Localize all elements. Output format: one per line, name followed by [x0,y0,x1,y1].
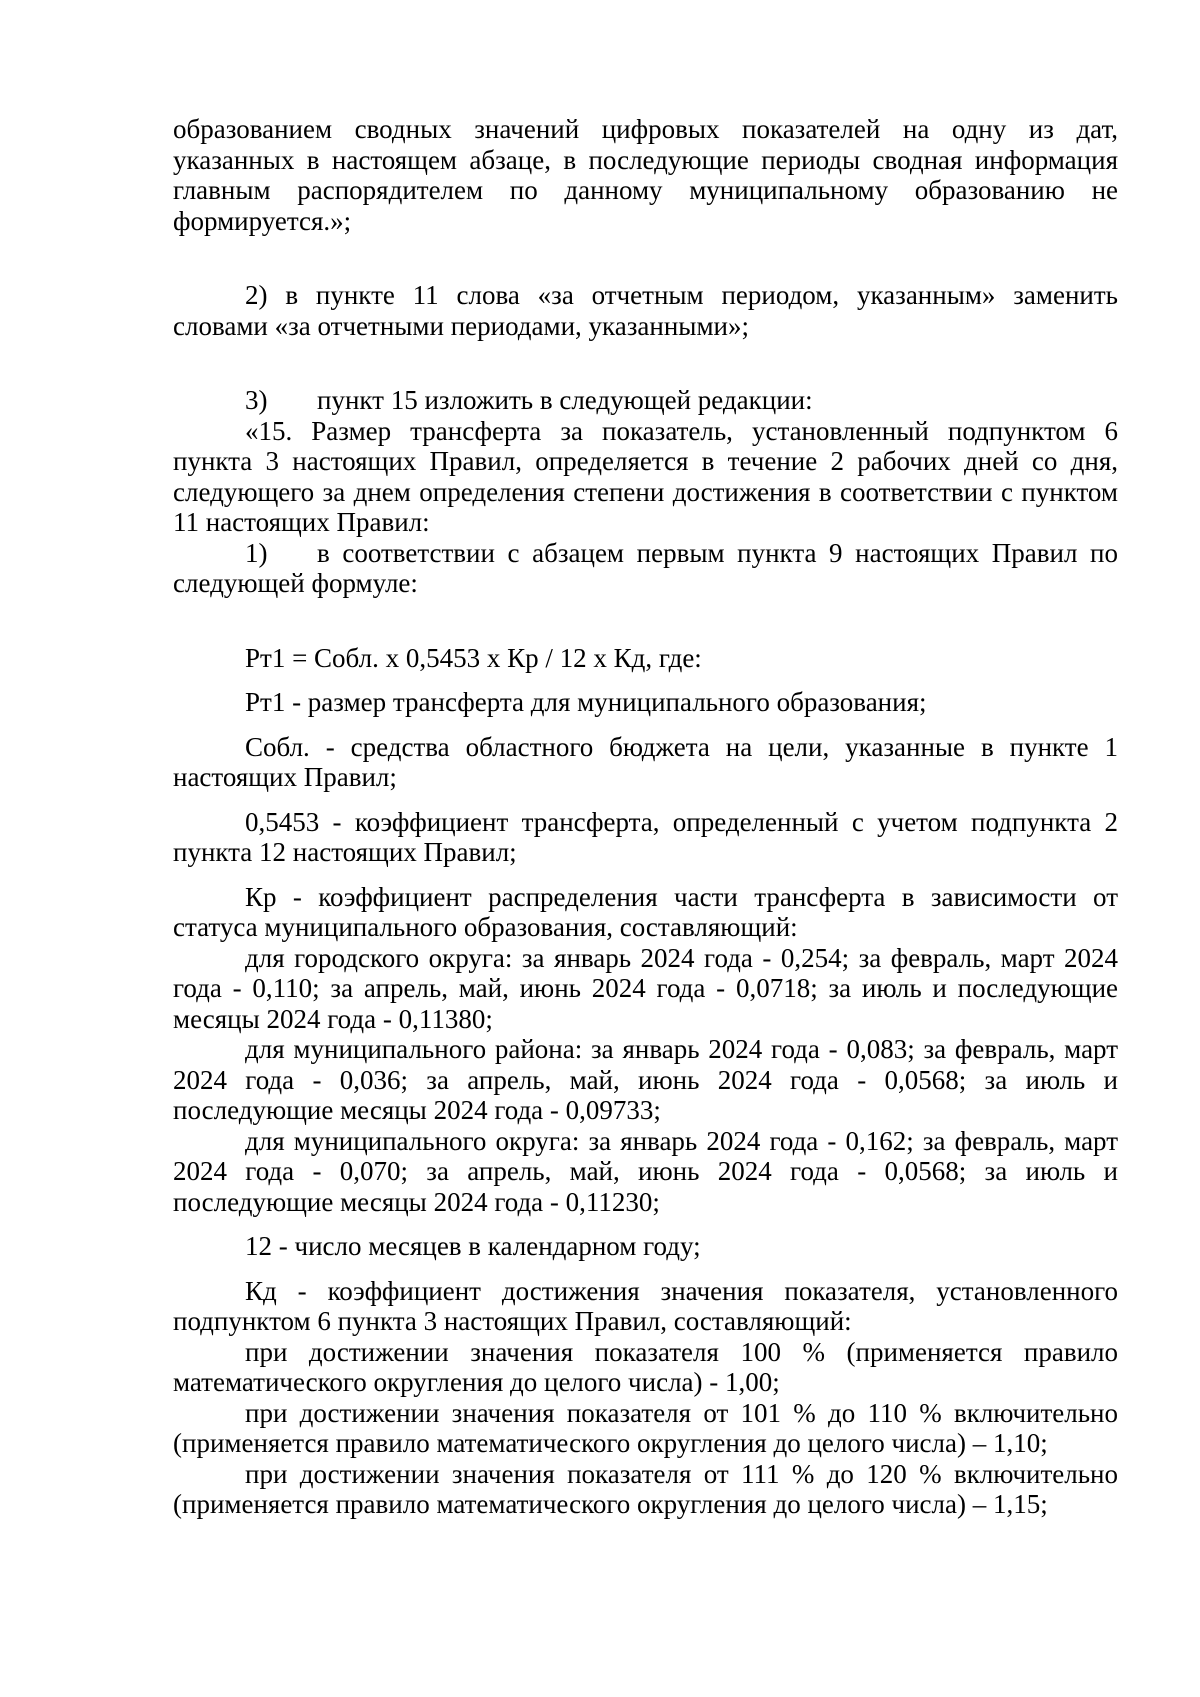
paragraph-item-2: 2) в пункте 11 слова «за отчетным периодом, указанным» заменить словами «за отчетными периодами, указанными»; [173,280,1118,341]
kr-municipal-district: для муниципального района: за январь 2024 года - 0,083; за февраль, март 2024 года - 0,036; за апрель, май, июнь 2024 года - 0,0568; за июль и последующие месяцы 2024 года - 0,09733; [173,1034,1118,1125]
item-number: 1) [245,537,268,568]
paragraph-item-3 [173,385,1118,416]
kd-101-110: при достижении значения показателя от 101 % до 110 % включительно (применяется правило математического округления до целого числа) – 1,10; [173,1397,1118,1458]
formula: Рт1 = Собл. х 0,5453 х Кр / 12 х Кд, где: [245,642,702,673]
paragraph-clause-15: «15. Размер трансферта за показатель, установленный подпунктом 6 пункта 3 настоящих Правил, определяется в течение 2 рабочих дней со дня, следующего за днем определения степени достижения в соответствии с пунктом 11 настоящих Правил: [173,415,1118,537]
kd-111-120: при достижении значения показателя от 111 % до 120 % включительно (применяется правило математического округления до целого числа) – 1,15; [173,1458,1118,1519]
kd-100: при достижении значения показателя 100 % (применяется правило математического округления до целого числа) - 1,00; [173,1336,1118,1397]
item-text: пункт 15 изложить в следующей редакции: [317,385,813,415]
document-page [173,114,1118,1520]
paragraph-subitem-1 [173,538,1118,599]
definition-coefficient: 0,5453 - коэффициент трансферта, определенный с учетом подпункта 2 пункта 12 настоящих Правил; [173,806,1118,867]
definition-kd: Кд - коэффициент достижения значения показателя, установленного подпунктом 6 пункта 3 настоящих Правил, составляющий: [173,1275,1118,1336]
paragraph-continuation: образованием сводных значений цифровых показателей на одну из дат, указанных в настоящем абзаце, в последующие периоды сводная информация главным распорядителем по данному муниципальному образованию не формируется.»; [173,114,1118,236]
item-number: 3) [245,385,268,415]
definition-rt1: Рт1 - размер трансферта для муниципального образования; [245,687,927,717]
definition-12: 12 - число месяцев в календарном году; [245,1231,701,1261]
kr-city-district: для городского округа: за январь 2024 года - 0,254; за февраль, март 2024 года - 0,110; за апрель, май, июнь 2024 года - 0,0718; за июль и последующие месяцы 2024 года - 0,11380; [173,942,1118,1034]
kr-municipal-okrug: для муниципального округа: за январь 2024 года - 0,162; за февраль, март 2024 года - 0,070; за апрель, май, июнь 2024 года - 0,0568; за июль и последующие месяцы 2024 года - 0,11230; [173,1125,1118,1217]
definition-kr: Кр - коэффициент распределения части трансферта в зависимости от статуса муниципального образования, составляющий: [173,881,1118,942]
definition-sobl: Собл. - средства областного бюджета на цели, указанные в пункте 1 настоящих Правил; [173,731,1118,792]
item-text: в соответствии с абзацем первым пункта 9 настоящих Правил по следующей формуле: [173,537,1118,598]
